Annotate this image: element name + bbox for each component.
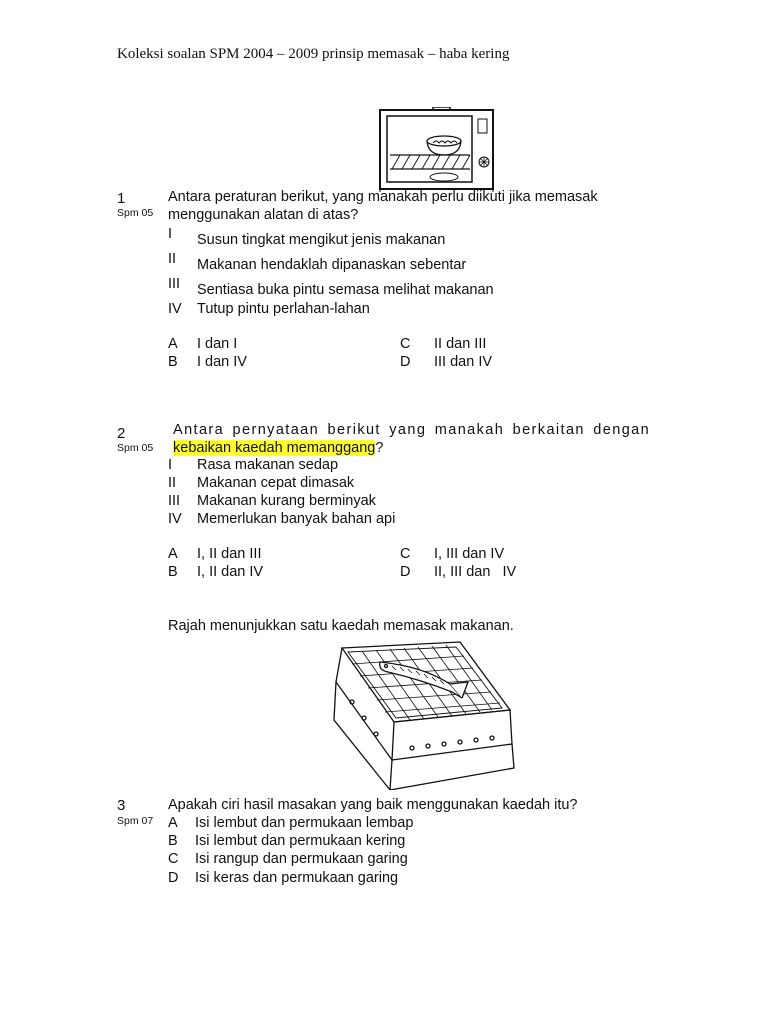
q2-source: Spm 05 (117, 442, 154, 454)
grill-illustration (332, 640, 522, 790)
q1-statement-text: Susun tingkat mengikut jenis makanan (197, 232, 446, 248)
q2-option-text: II, III dan IV (434, 564, 517, 580)
q2-statement-text: Memerlukan banyak bahan api (197, 511, 396, 527)
q1-option-text: I dan I (197, 336, 238, 352)
q2-statement-label: II (168, 475, 177, 491)
q3-number: 3 (117, 797, 126, 814)
q3-option-text: Isi lembut dan permukaan lembap (195, 815, 414, 831)
q2-statement-text: Makanan kurang berminyak (197, 493, 376, 509)
q3-option-label: B (168, 833, 178, 849)
q1-question-line1: Antara peraturan berikut, yang manakah perlu diikuti jika memasak (168, 189, 598, 205)
q2-statement-text: Makanan cepat dimasak (197, 475, 355, 491)
q3-option-text: Isi lembut dan permukaan kering (195, 833, 406, 849)
q2-number: 2 (117, 425, 126, 442)
q3-option-text: Isi keras dan permukaan garing (195, 870, 399, 886)
q2-statement-label: IV (168, 511, 182, 527)
q1-option-text: I dan IV (197, 354, 247, 370)
q2-option-label: B (168, 564, 178, 580)
q1-option-label: D (400, 354, 411, 370)
q1-statement-label: IV (168, 301, 182, 317)
q2-option-label: C (400, 546, 411, 562)
q1-statement-label: I (168, 226, 173, 242)
q3-question: Apakah ciri hasil masakan yang baik menggunakan kaedah itu? (168, 797, 578, 813)
oven-illustration (378, 107, 498, 192)
q3-intro: Rajah menunjukkan satu kaedah memasak makanan. (168, 618, 514, 634)
page-header: Koleksi soalan SPM 2004 – 2009 prinsip memasak – haba kering (117, 46, 510, 62)
q1-statement-text: Tutup pintu perlahan-lahan (197, 301, 370, 317)
q2-question-line2 (173, 440, 383, 456)
q2-statement-label: I (168, 457, 173, 473)
q1-statement-text: Makanan hendaklah dipanaskan sebentar (197, 257, 467, 273)
q1-option-text: II dan III (434, 336, 487, 352)
q1-source: Spm 05 (117, 207, 154, 219)
q1-statement-label: II (168, 251, 177, 267)
q2-option-text: I, III dan IV (434, 546, 505, 562)
q1-option-label: B (168, 354, 178, 370)
q1-question-line2: menggunakan alatan di atas? (168, 207, 359, 223)
q2-option-text: I, II dan III (197, 546, 262, 562)
q1-option-text: III dan IV (434, 354, 493, 370)
q1-option-label: A (168, 336, 178, 352)
q2-question-line1: Antara pernyataan berikut yang manakah berkaitan dengan (173, 422, 651, 438)
q3-source: Spm 07 (117, 815, 154, 827)
q3-option-text: Isi rangup dan permukaan garing (195, 851, 408, 867)
q1-statement-label: III (168, 276, 181, 292)
q3-option-label: D (168, 870, 179, 886)
q1-number: 1 (117, 190, 126, 207)
q1-statement-text: Sentiasa buka pintu semasa melihat makanan (197, 282, 494, 298)
q2-option-label: A (168, 546, 178, 562)
q2-highlighted-phrase: kebaikan kaedah memanggang (173, 440, 376, 456)
q2-option-label: D (400, 564, 411, 580)
q3-option-label: C (168, 851, 179, 867)
q2-option-text: I, II dan IV (197, 564, 264, 580)
q3-option-label: A (168, 815, 178, 831)
q1-option-label: C (400, 336, 411, 352)
q2-statement-label: III (168, 493, 181, 509)
q2-question-mark: ? (375, 440, 384, 456)
q2-statement-text: Rasa makanan sedap (197, 457, 339, 473)
